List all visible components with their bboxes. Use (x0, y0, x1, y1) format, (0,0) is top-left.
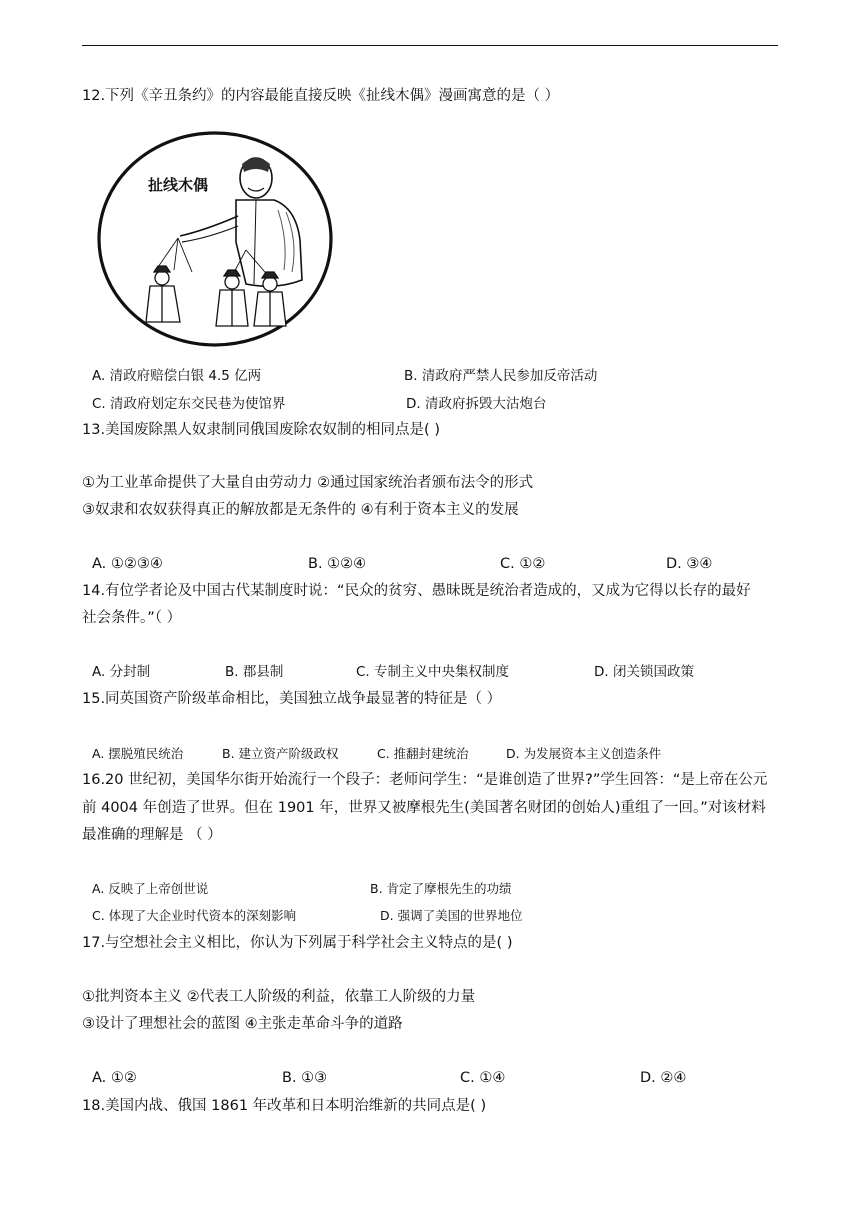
q17-option-b: B. ①③ (282, 1070, 328, 1086)
q17-option-c: C. ①④ (460, 1070, 506, 1086)
q16-option-b: B. 肯定了摩根先生的功绩 (370, 881, 512, 896)
q12-option-b: B. 清政府严禁人民参加反帝活动 (404, 368, 598, 384)
question-17-stem: 17.与空想社会主义相比，你认为下列属于科学社会主义特点的是( ) (82, 935, 513, 951)
q15-option-c: C. 推翻封建统治 (377, 746, 469, 761)
q15-option-a: A. 摆脱殖民统治 (92, 746, 184, 761)
q14-option-c: C. 专制主义中央集权制度 (356, 664, 510, 680)
q16-option-a: A. 反映了上帝创世说 (92, 881, 209, 896)
q13-option-d: D. ③④ (666, 556, 713, 572)
question-16-stem-line-2: 前 4004 年创造了世界。但在 1901 年，世界又被摩根先生(美国著名财团的创始人)重组了一回。”对该材料 (82, 800, 766, 816)
q12-option-c: C. 清政府划定东交民巷为使馆界 (92, 396, 286, 412)
question-12-stem: 12.下列《辛丑条约》的内容最能直接反映《扯线木偶》漫画寓意的是（ ） (82, 88, 560, 104)
q13-option-a: A. ①②③④ (92, 556, 163, 572)
question-14-stem-line-2: 社会条件。”（ ） (82, 610, 182, 626)
q13-items-line-1: ①为工业革命提供了大量自由劳动力 ②通过国家统治者颁布法令的形式 (82, 475, 534, 491)
q13-option-b: B. ①②④ (308, 556, 367, 572)
question-14-stem-line-1: 14.有位学者论及中国古代某制度时说：“民众的贫穷、愚昧既是统治者造成的，又成为它得以长存的最好 (82, 583, 751, 599)
question-16-stem-line-3: 最准确的理解是 （ ） (82, 827, 222, 843)
q16-option-d: D. 强调了美国的世界地位 (380, 908, 523, 923)
q17-items-line-1: ①批判资本主义 ②代表工人阶级的利益，依靠工人阶级的力量 (82, 989, 476, 1005)
puppet-cartoon-image (96, 130, 334, 348)
q14-option-d: D. 闭关锁国政策 (594, 664, 694, 680)
q12-option-a: A. 清政府赔偿白银 4.5 亿两 (92, 368, 262, 384)
q15-option-b: B. 建立资产阶级政权 (222, 746, 339, 761)
q15-option-d: D. 为发展资本主义创造条件 (506, 746, 662, 761)
question-18-stem: 18.美国内战、俄国 1861 年改革和日本明治维新的共同点是( ) (82, 1098, 487, 1114)
header-rule (82, 45, 778, 46)
q12-option-d: D. 清政府拆毁大沽炮台 (406, 396, 547, 412)
q17-option-d: D. ②④ (640, 1070, 687, 1086)
question-16-stem-line-1: 16.20 世纪初，美国华尔街开始流行一个段子：老师问学生：“是谁创造了世界?”学生回答：“是上帝在公元 (82, 772, 768, 788)
q14-option-a: A. 分封制 (92, 664, 151, 680)
q17-items-line-2: ③设计了理想社会的蓝图 ④主张走革命斗争的道路 (82, 1016, 403, 1032)
q14-option-b: B. 郡县制 (225, 664, 284, 680)
q16-option-c: C. 体现了大企业时代资本的深刻影响 (92, 908, 297, 923)
question-15-stem: 15.同英国资产阶级革命相比，美国独立战争最显著的特征是（ ） (82, 691, 502, 707)
q13-items-line-2: ③奴隶和农奴获得真正的解放都是无条件的 ④有利于资本主义的发展 (82, 502, 519, 518)
question-13-stem: 13.美国废除黑人奴隶制同俄国废除农奴制的相同点是( ) (82, 422, 440, 438)
q13-option-c: C. ①② (500, 556, 546, 572)
puppet-cartoon-figure (96, 130, 334, 348)
q17-option-a: A. ①② (92, 1070, 137, 1086)
cartoon-caption: 扯线木偶 (148, 176, 209, 194)
